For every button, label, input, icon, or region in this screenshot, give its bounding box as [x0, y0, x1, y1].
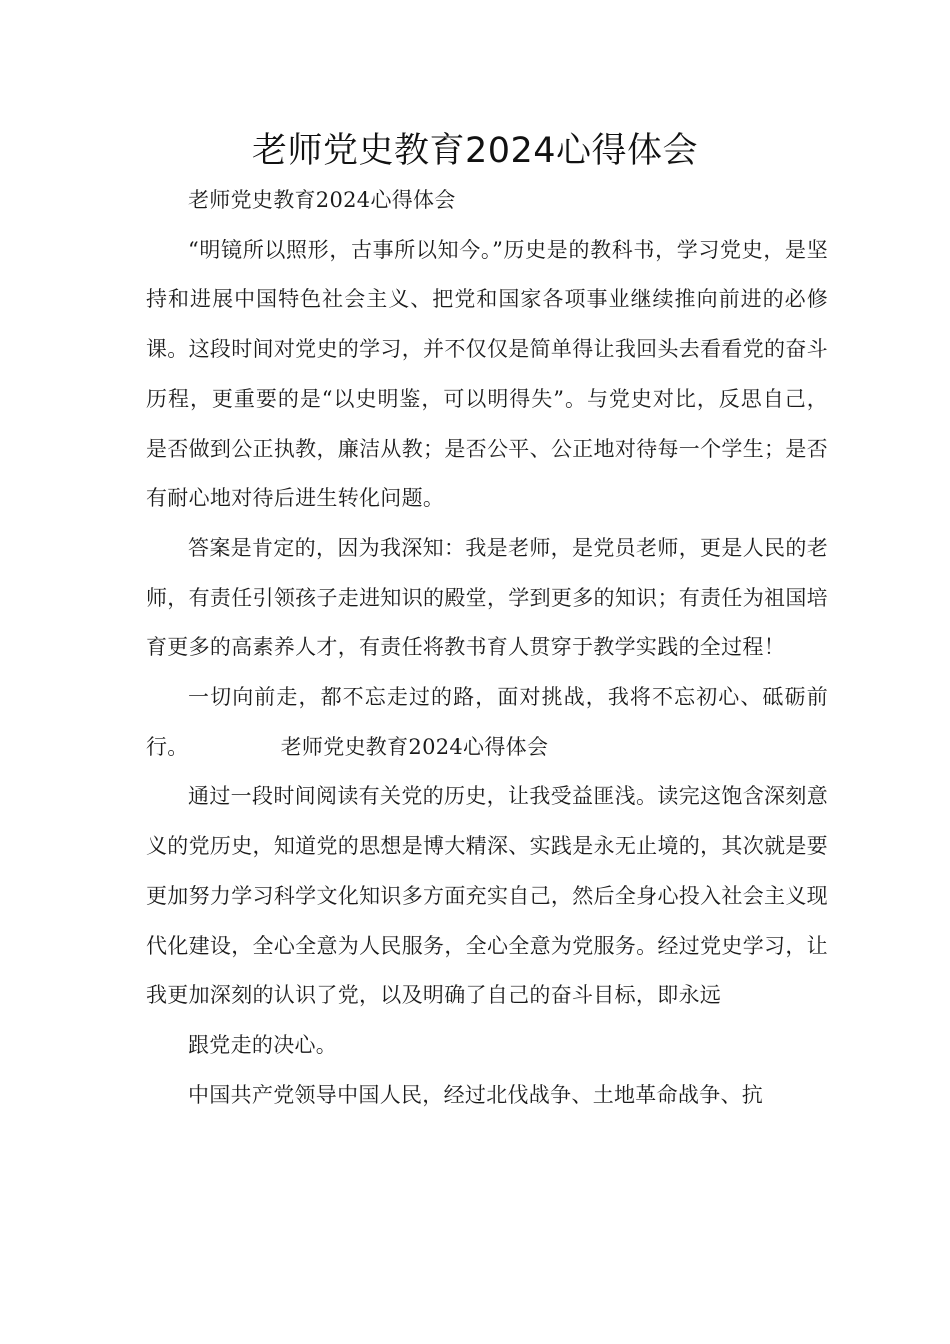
paragraph-6: 中国共产党领导中国人民，经过北伐战争、土地革命战争、抗 — [188, 1082, 764, 1107]
document-title: 老师党史教育2024心得体会 — [251, 131, 699, 171]
paragraph-3 — [146, 673, 828, 772]
paragraph-3-text: 一切向前走，都不忘走过的路，面对挑战，我将不忘初心、砥砺前行。 — [146, 685, 828, 759]
paragraph-4: 通过一段时间阅读有关党的历史，让我受益匪浅。读完这饱含深刻意义的党历史，知道党的思想是博大精深、实践是永无止境的，其次就是要更加努力学习科学文化知识多方面充实自己，然后全身心投入社会主义现代化建设，全心全意为人民服务，全心全意为党服务。经过党史学习，让我更加深刻的认识了党，以及明确了自己的奋斗目标，即永远 — [146, 784, 828, 1008]
document-body — [146, 176, 828, 1120]
paragraph-subtitle: 老师党史教育2024心得体会 — [188, 188, 456, 212]
paragraph-3-inline-heading: 老师党史教育2024心得体会 — [280, 734, 549, 759]
paragraph-2: 答案是肯定的，因为我深知：我是老师，是党员老师，更是人民的老师，有责任引领孩子走进知识的殿堂，学到更多的知识；有责任为祖国培育更多的高素养人才，有责任将教书育人贯穿于教学实践的全过程！ — [146, 535, 828, 660]
paragraph-1: “明镜所以照形，古事所以知今。”历史是的教科书，学习党史，是坚持和进展中国特色社会主义、把党和国家各项事业继续推向前进的必修课。这段时间对党史的学习，并不仅仅是简单得让我回头去看看党的奋斗历程，更重要的是“以史明鉴，可以明得失”。与党史对比，反思自己，是否做到公正执教，廉洁从教；是否公平、公正地对待每一个学生；是否有耐心地对待后进生转化问题。 — [146, 237, 828, 511]
paragraph-5: 跟党走的决心。 — [188, 1032, 338, 1057]
